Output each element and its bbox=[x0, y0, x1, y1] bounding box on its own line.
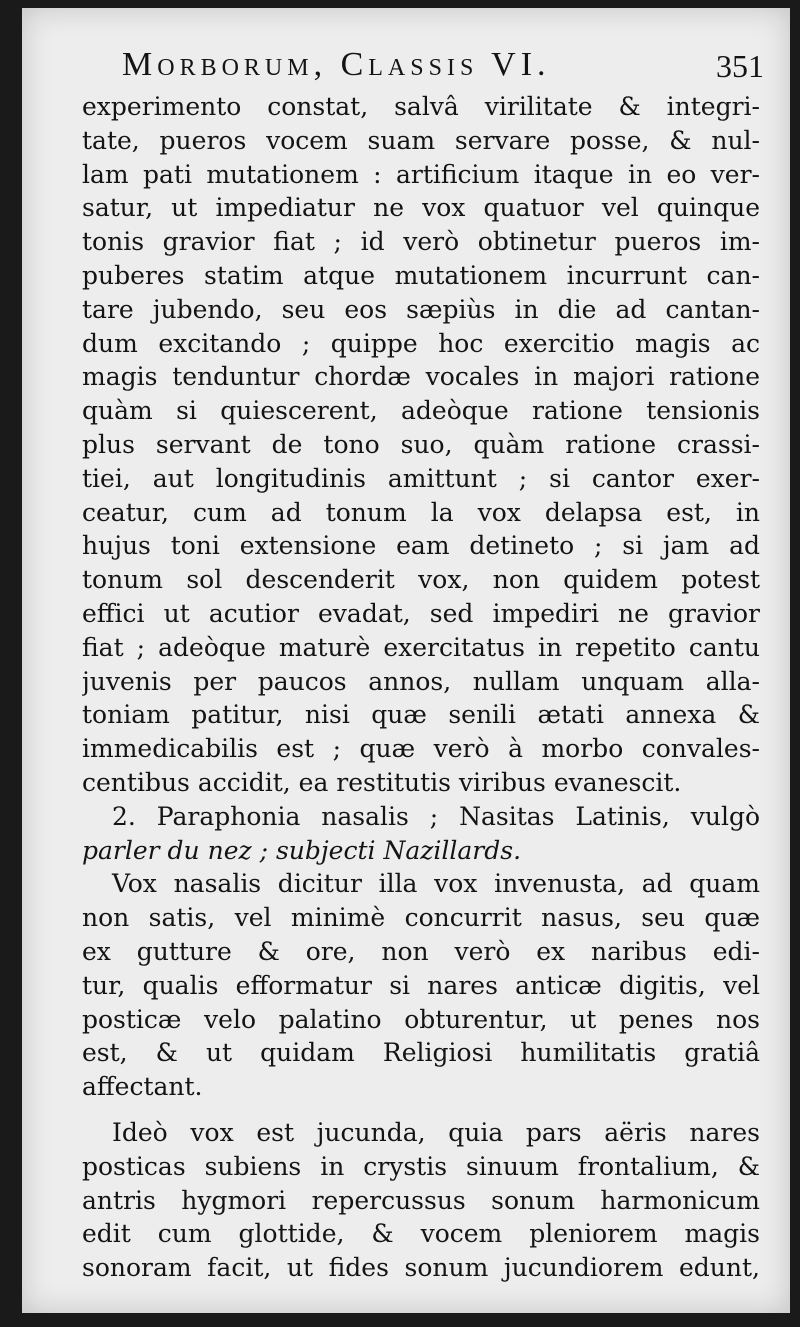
text-line: antris hygmori repercussus sonum harmonicum bbox=[82, 1185, 760, 1215]
text-line: tate, pueros vocem suam servare posse, & nul- bbox=[82, 125, 760, 155]
text-line: parler du nez ; subjecti Nazillards. bbox=[82, 835, 522, 865]
running-head: Morborum, Classis VI. bbox=[122, 46, 551, 83]
text-line: Ideò vox est jucunda, quia pars aëris nares bbox=[112, 1117, 760, 1147]
page-header bbox=[82, 46, 764, 90]
paragraph-continuation bbox=[82, 90, 760, 800]
text-line: fiat ; adeòque maturè exercitatus in repetito cantu bbox=[82, 632, 760, 662]
text-line: affectant. bbox=[82, 1072, 203, 1102]
paragraph bbox=[82, 867, 760, 1104]
text-line: sonoram facit, ut fides sonum jucundiorem edunt, bbox=[82, 1253, 760, 1283]
text-line: lam pati mutationem : artificium itaque in eo ver- bbox=[82, 159, 760, 189]
text-line: edit cum glottide, & vocem pleniorem magis bbox=[82, 1219, 760, 1249]
text-line: dum excitando ; quippe hoc exercitio magis ac bbox=[82, 328, 760, 358]
text-line: ceatur, cum ad tonum la vox delapsa est, in bbox=[82, 497, 760, 527]
text-line: Vox nasalis dicitur illa vox invenusta, ad quam bbox=[112, 869, 760, 899]
text-line: non satis, vel minimè concurrit nasus, seu quæ bbox=[82, 903, 760, 933]
page-number: 351 bbox=[716, 48, 764, 84]
text-line: posticas subiens in crystis sinuum frontalium, & bbox=[82, 1151, 760, 1181]
text-line: immedicabilis est ; quæ verò à morbo convales- bbox=[82, 734, 760, 764]
text-line: satur, ut impediatur ne vox quatuor vel quinque bbox=[82, 193, 760, 223]
book-page bbox=[22, 8, 790, 1313]
entry-heading bbox=[82, 800, 760, 868]
text-line: plus servant de tono suo, quàm ratione crassi- bbox=[82, 429, 760, 459]
text-line: effici ut acutior evadat, sed impediri ne gravior bbox=[82, 598, 760, 628]
text-line: 2. Paraphonia nasalis ; Nasitas Latinis, vulgò bbox=[112, 801, 760, 831]
text-line: juvenis per paucos annos, nullam unquam alla- bbox=[82, 666, 760, 696]
text-line: tonis gravior fiat ; id verò obtinetur pueros im- bbox=[82, 227, 760, 257]
text-line: toniam patitur, nisi quæ senili ætati annexa & bbox=[82, 700, 760, 730]
page-content bbox=[82, 46, 764, 1285]
text-line: ex gutture & ore, non verò ex naribus edi- bbox=[82, 936, 760, 966]
text-line: magis tenduntur chordæ vocales in majori ratione bbox=[82, 362, 760, 392]
text-line: quàm si quiescerent, adeòque ratione tensionis bbox=[82, 396, 760, 426]
text-line: tiei, aut longitudinis amittunt ; si cantor exer- bbox=[82, 463, 760, 493]
text-line: tonum sol descenderit vox, non quidem potest bbox=[82, 565, 760, 595]
text-line: hujus toni extensione eam detineto ; si jam ad bbox=[82, 531, 760, 561]
text-line: est, & ut quidam Religiosi humilitatis gratiâ bbox=[82, 1038, 760, 1068]
text-line: tare jubendo, seu eos sæpiùs in die ad cantan- bbox=[82, 294, 760, 324]
text-line: centibus accidit, ea restitutis viribus evanescit. bbox=[82, 767, 682, 797]
text-line: posticæ velo palatino obturentur, ut penes nos bbox=[82, 1004, 760, 1034]
text-line: tur, qualis efformatur si nares anticæ digitis, vel bbox=[82, 970, 760, 1000]
text-line: puberes statim atque mutationem incurrunt can- bbox=[82, 260, 760, 290]
text-line: experimento constat, salvâ virilitate & integri- bbox=[82, 92, 760, 121]
paragraph bbox=[82, 1116, 760, 1285]
